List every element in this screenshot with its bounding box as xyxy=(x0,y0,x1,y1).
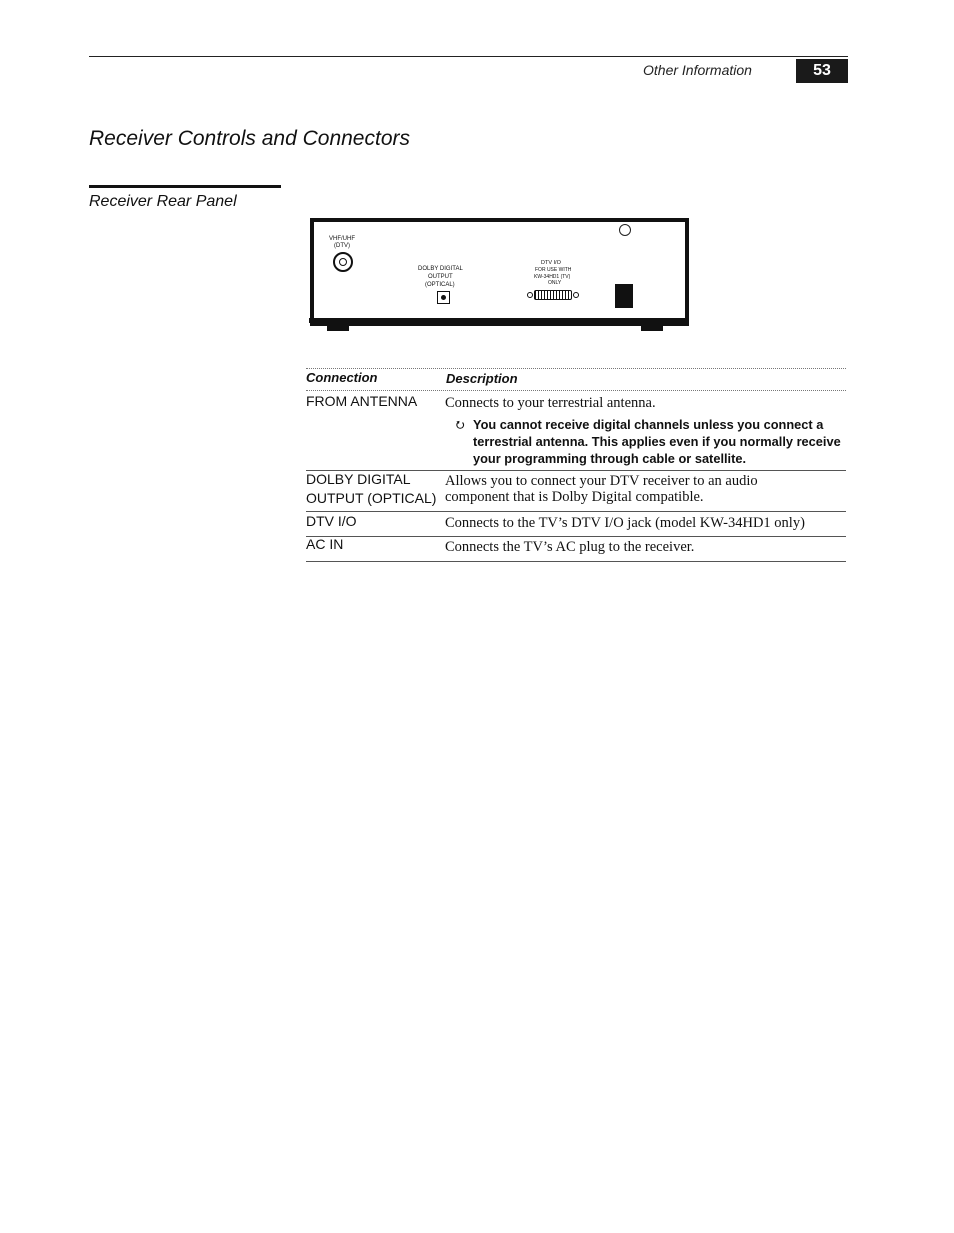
row-dolby-description-line: component that is Dolby Digital compatible. xyxy=(445,489,704,505)
dolby-output-label: OUTPUT xyxy=(428,274,453,280)
note-icon: ⭮ xyxy=(456,420,465,431)
receiver-foot-right xyxy=(641,322,663,331)
column-header-description: Description xyxy=(446,371,518,386)
section-label: Other Information xyxy=(643,62,752,78)
row-from-antenna-description: Connects to your terrestrial antenna. xyxy=(445,395,656,411)
optical-output-icon xyxy=(437,291,450,304)
row-dolby-connection-line: DOLBY DIGITAL xyxy=(306,471,411,487)
subhead: Receiver Rear Panel xyxy=(89,193,237,210)
receiver-panel-base xyxy=(309,318,686,323)
receiver-foot-left xyxy=(327,322,349,331)
antenna-note-line: terrestrial antenna. This applies even if you normally receive xyxy=(473,434,841,449)
table-rule xyxy=(306,390,846,391)
antenna-note-line: You cannot receive digital channels unless you connect a xyxy=(473,417,824,432)
antenna-note-line: your programming through cable or satellite. xyxy=(473,451,747,466)
table-rule xyxy=(306,511,846,512)
dtv-for-use-label: FOR USE WITH xyxy=(535,267,572,273)
receiver-rear-panel-figure xyxy=(309,214,689,336)
vhf-dtv-label: (DTV) xyxy=(334,243,350,249)
page-title: Receiver Controls and Connectors xyxy=(89,127,410,150)
screw-right-icon xyxy=(573,292,579,298)
table-rule xyxy=(306,536,846,537)
antenna-connector-icon xyxy=(333,252,353,272)
dolby-optical-label: (OPTICAL) xyxy=(425,282,455,288)
row-dolby-description-line: Allows you to connect your DTV receiver to an audio xyxy=(445,473,758,489)
header-rule xyxy=(89,56,848,57)
row-dolby-connection xyxy=(306,470,436,508)
dolby-label: DOLBY DIGITAL xyxy=(418,266,463,272)
row-dolby-description xyxy=(445,473,758,505)
antenna-note xyxy=(473,416,848,467)
row-ac-in-description: Connects the TV’s AC plug to the receiver. xyxy=(445,539,695,555)
table-rule xyxy=(306,368,846,369)
vhf-uhf-label: VHF/UHF xyxy=(329,236,355,242)
row-ac-in-connection: AC IN xyxy=(306,536,344,552)
ac-in-icon xyxy=(615,284,633,308)
page-number: 53 xyxy=(796,59,848,83)
subhead-rule xyxy=(89,185,281,188)
row-dtv-io-description: Connects to the TV’s DTV I/O jack (model KW-34HD1 only) xyxy=(445,515,805,531)
row-dolby-connection-line: OUTPUT (OPTICAL) xyxy=(306,490,437,506)
dtv-io-label: DTV I/O xyxy=(541,260,561,266)
table-rule xyxy=(306,561,846,562)
receiver-panel-body xyxy=(310,218,689,326)
dtv-model-label: KW-34HD1 (TV) xyxy=(534,274,571,280)
panel-hole-icon xyxy=(619,224,631,236)
screw-left-icon xyxy=(527,292,533,298)
row-from-antenna-connection: FROM ANTENNA xyxy=(306,393,418,409)
dtv-only-label: ONLY xyxy=(548,280,562,286)
row-dtv-io-connection: DTV I/O xyxy=(306,513,357,529)
dtv-io-jack-icon xyxy=(534,290,572,300)
column-header-connection: Connection xyxy=(306,370,378,385)
